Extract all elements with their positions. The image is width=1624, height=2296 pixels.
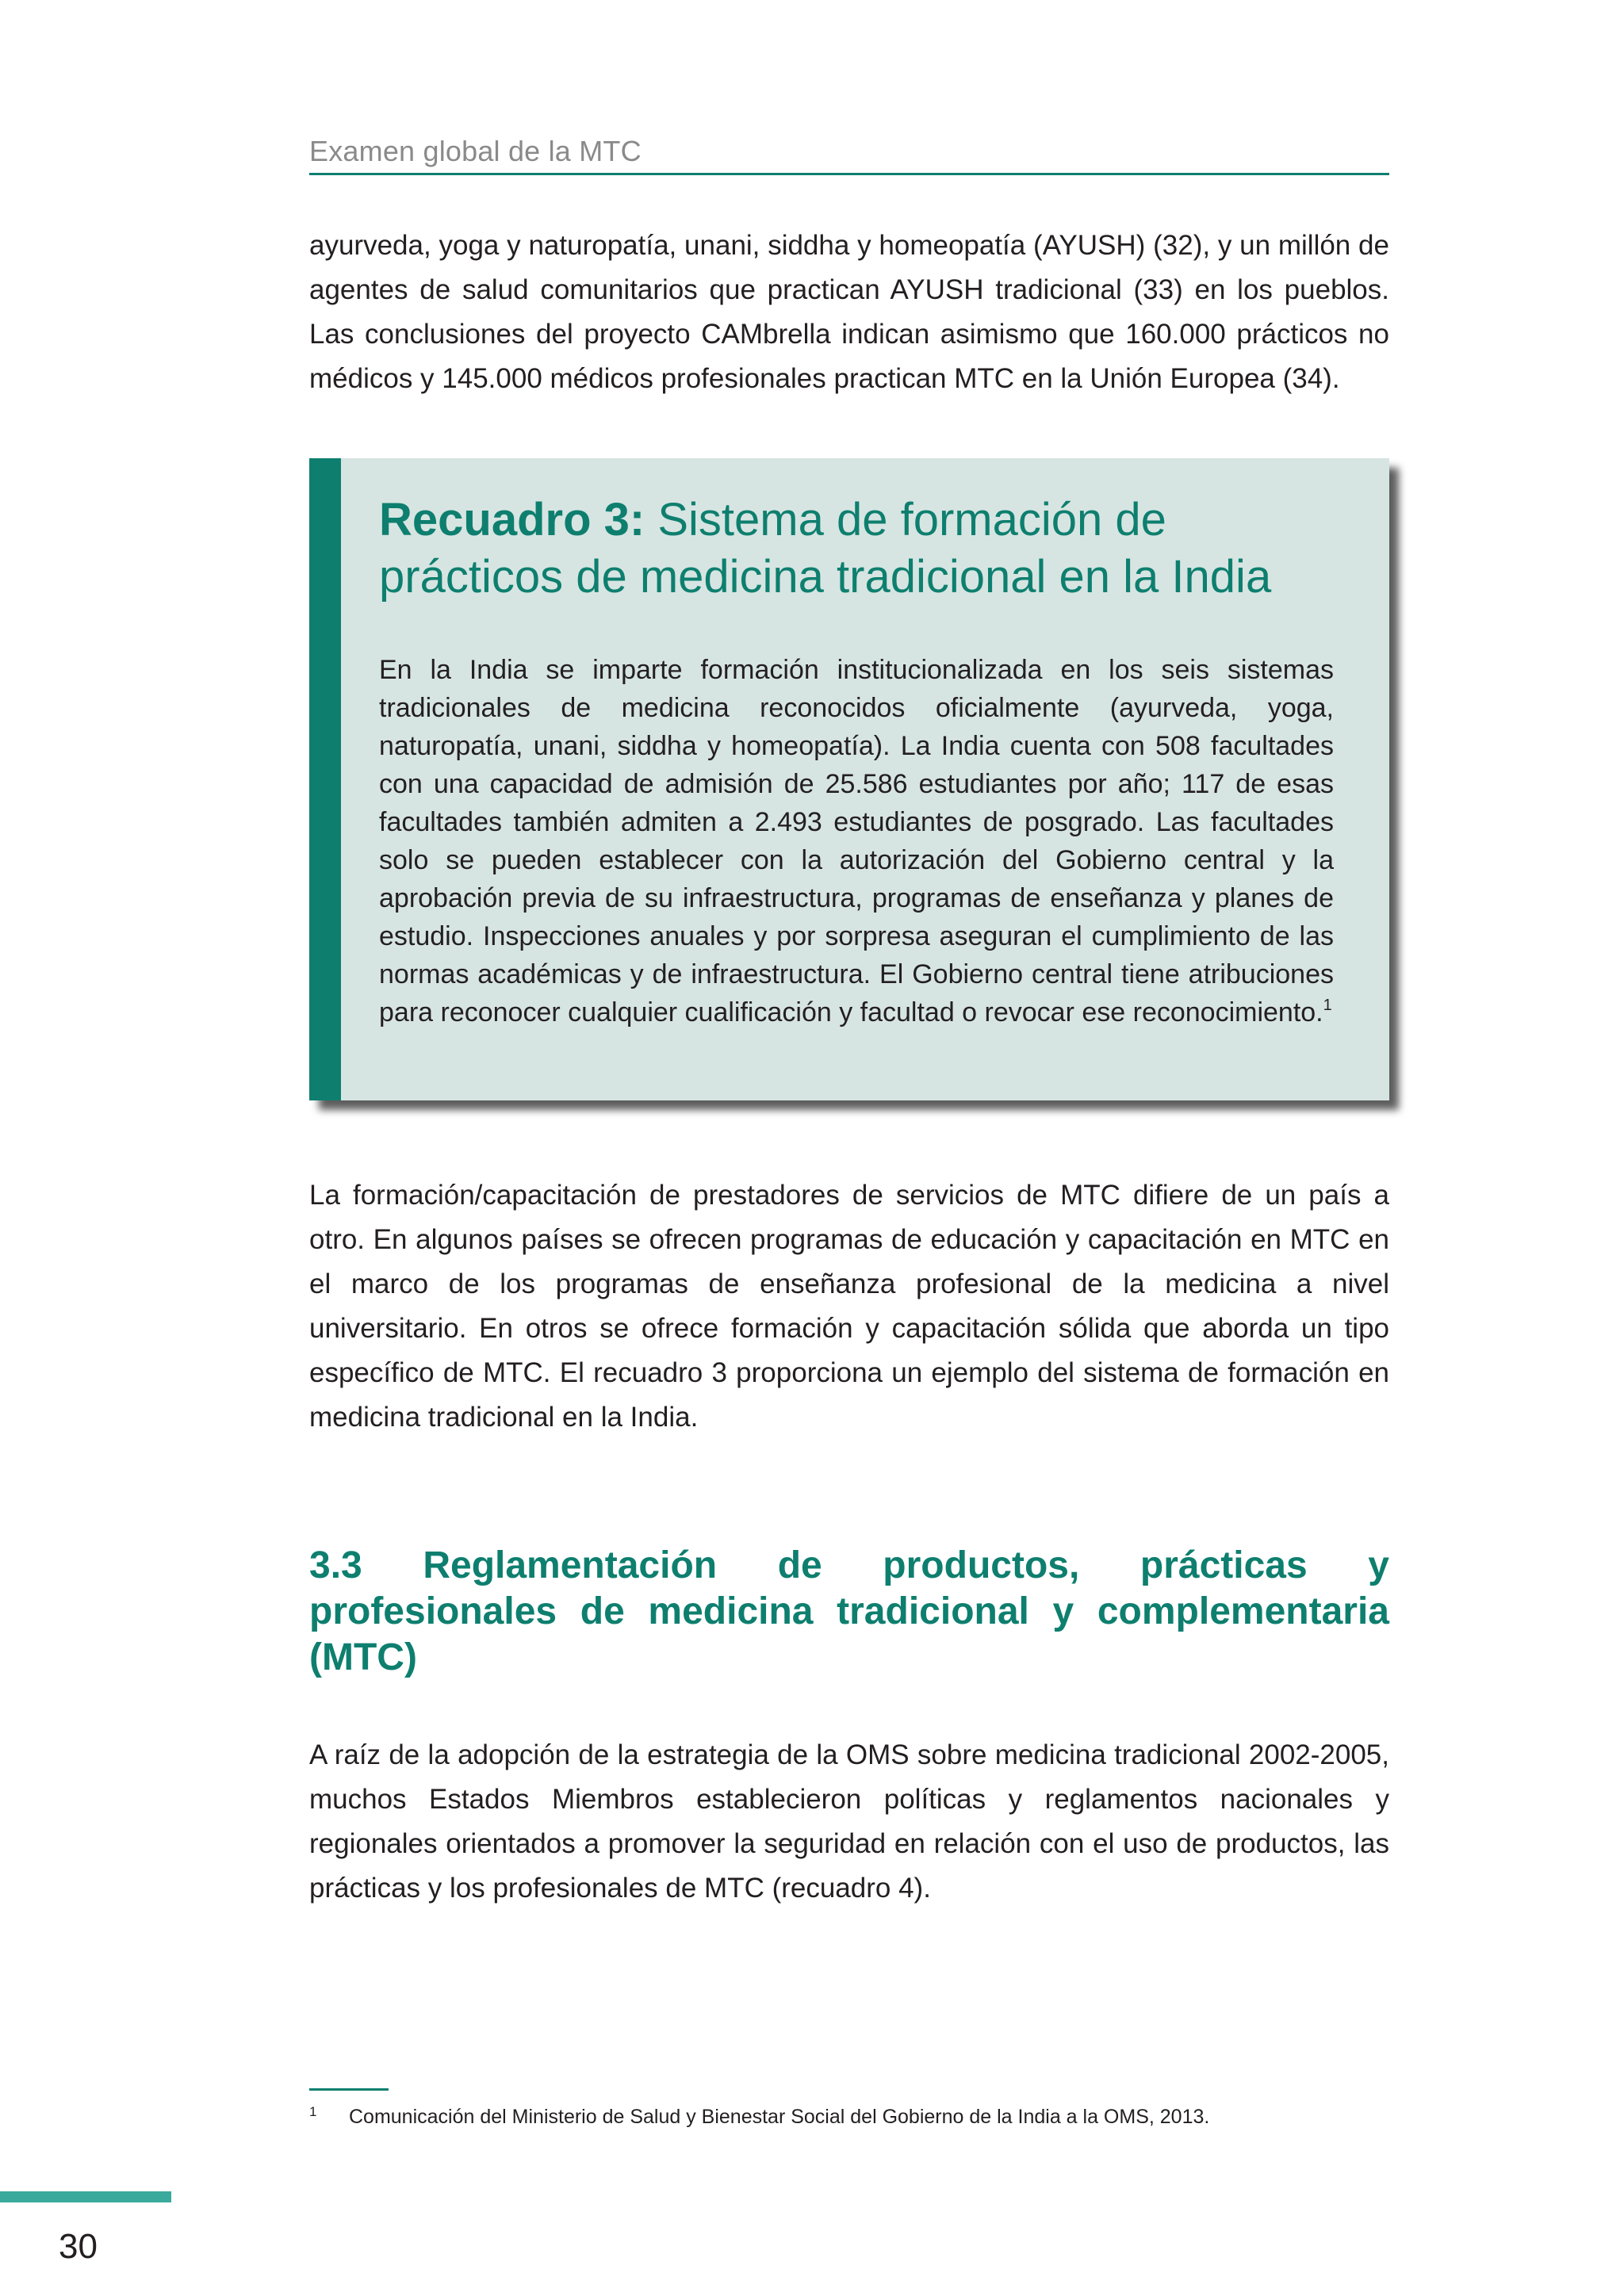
box-body-text: En la India se imparte formación institucionalizada en los seis sistemas tradicionales de medicina reconocidos oficialmente (ayurveda, yoga, naturopatía, unani, siddha y homeopatía). La India cuenta con 508 facultades con una capacidad de admisión de 25.586 estudiantes por año; 117 de esas facultades también admiten a 2.493 estudiantes de posgrado. Las facultades solo se pueden establecer con la autorización del Gobierno central y la aprobación previa de su infraestructura, programas de enseñanza y planes de estudio. Inspecciones anuales y por sorpresa aseguran el cumplimiento de las normas académicas y de infraestructura. El Gobierno central tiene atribuciones para reconocer cualquier cualificación y facultad o revocar ese reconocimiento. <box>379 655 1334 1027</box>
running-header <box>309 125 1389 175</box>
running-title: Examen global de la MTC <box>309 135 642 167</box>
footnote <box>309 2098 1389 2131</box>
intro-paragraph-text: ayurveda, yoga y naturopatía, unani, siddha y homeopatía (AYUSH) (32), y un millón de agentes de salud comunitarios que practican AYUSH tradicional (33) en los pueblos. Las conclusiones del proyecto CAMbrella indican asimismo que 160.000 prácticos no médicos y 145.000 médicos profesionales practican MTC en la Unión Europea (34). <box>309 230 1389 394</box>
footnote-rule <box>309 2088 389 2091</box>
box-label: Recuadro 3: <box>379 494 645 545</box>
page-accent-bar <box>0 2191 171 2202</box>
intro-paragraph <box>309 224 1389 401</box>
box-footnote-ref[interactable]: 1 <box>1323 997 1332 1014</box>
box-title-text: Sistema de formación de prácticos de medicina tradicional en la India <box>379 494 1272 603</box>
box-3 <box>309 458 1389 1100</box>
training-paragraph <box>309 1173 1389 1440</box>
training-paragraph-text: La formación/capacitación de prestadores de servicios de MTC difiere de un país a otro. En algunos países se ofrecen programas de educación y capacitación en MTC en el marco de los programas de enseñanza profesional de la medicina a nivel universitario. En otros se ofrece formación y capacitación sólida que aborda un tipo específico de MTC. El recuadro 3 proporciona un ejemplo del sistema de formación en medicina tradicional en la India. <box>309 1180 1389 1433</box>
regulation-paragraph-text: A raíz de la adopción de la estrategia de la OMS sobre medicina tradicional 2002-2005, muchos Estados Miembros establecieron políticas y reglamentos nacionales y regionales orientados a promover la seguridad en relación con el uso de productos, las prácticas y los profesionales de MTC (recuadro 4). <box>309 1739 1389 1904</box>
footnote-marker: 1 <box>309 2104 317 2119</box>
page-number: 30 <box>59 2227 98 2266</box>
section-heading: 3.3 Reglamentación de productos, prácticas y profesionales de medicina tradicional y complementaria (MTC) <box>309 1544 1389 1678</box>
box-accent-bar <box>309 458 341 1100</box>
box-title <box>379 492 1354 606</box>
regulation-paragraph <box>309 1733 1389 1911</box>
box-body <box>379 651 1334 1031</box>
footnote-text: Comunicación del Ministerio de Salud y Bienestar Social del Gobierno de la India a la OMS, 2013. <box>349 2106 1210 2128</box>
